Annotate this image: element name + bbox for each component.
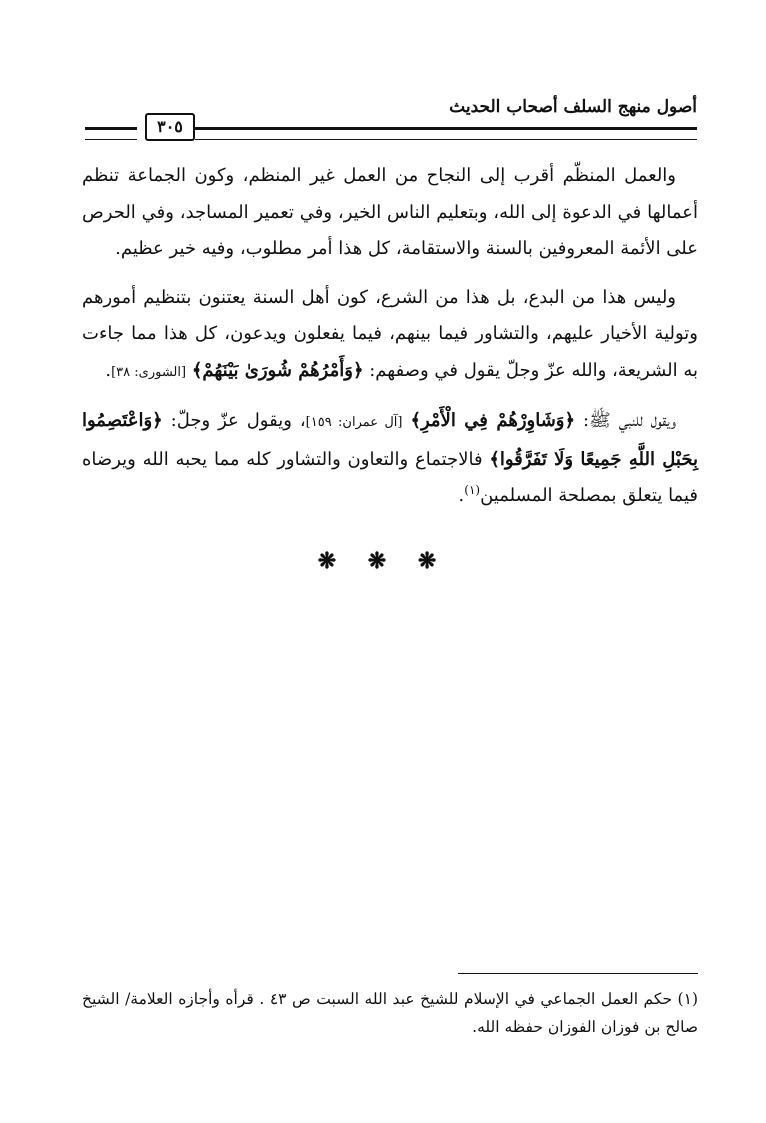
page-header	[85, 95, 697, 145]
paragraph-1	[82, 158, 698, 268]
paragraph-2-end: .	[105, 359, 112, 381]
paragraph-3-text: فالاجتماع والتعاون والتشاور كله مما يحبه الله ويرضاه فيما يتعلق بمصلحة المسلمين	[82, 448, 698, 506]
main-text	[82, 158, 698, 527]
verse-reference-shura: [الشورى: ٣٨]	[111, 364, 187, 380]
paragraph-3-end: .	[458, 485, 465, 506]
quran-verse-shura: ﴿وَأَمْرُهُمْ شُورَىٰ بَيْنَهُمْ﴾	[191, 359, 364, 381]
footnote: (١) حكم العمل الجماعي في الإسلام للشيخ عبد الله السبت ص ٤٣ . قرأه وأجازه العلامة/ الشيخ صالح بن فوزان الفوزان حفظه الله.	[82, 990, 698, 1036]
quran-verse-imran: ﴿وَشَاوِرْهُمْ فِي الْأَمْرِ﴾	[410, 410, 576, 431]
footnote-divider	[458, 973, 698, 974]
quran-verse-itisam: ﴿وَاعْتَصِمُوا بِحَبْلِ اللَّهِ جَمِيعًا وَلَا تَفَرَّقُوا﴾	[82, 410, 698, 470]
header-rule-short	[85, 127, 137, 140]
footnote-marker: (١)	[464, 483, 481, 497]
verse-reference-imran: [آل عمران: ١٥٩]	[305, 415, 403, 430]
running-title: أصول منهج السلف أصحاب الحديث	[449, 97, 697, 117]
paragraph-2	[82, 280, 698, 392]
paragraph-3-mid: ، ويقول عزّ وجلّ:	[162, 410, 306, 431]
paragraph-3	[82, 403, 698, 515]
page-number: ٣٠٥	[145, 113, 195, 141]
paragraph-2-text: وليس هذا من البدع، بل هذا من الشرع، كون أهل السنة يعتنون بتنظيم أمورهم وتولية الأخيار عليهم، والتشاور فيما بينهم، فيما يفعلون ويدعون، كل هذا مما جاءت به الشريعة، والله عزّ وجلّ يقول في وصفهم:	[82, 286, 698, 381]
paragraph-3-intro: ويقول للنبي ﷺ:	[575, 410, 676, 431]
paragraph-1-text: والعمل المنظّم أقرب إلى النجاح من العمل غير المنظم، وكون الجماعة تنظم أعمالها في الدعوة إلى الله، وبتعليم الناس الخير، وفي تعمير المساجد، وفي الحرص على الأئمة المعروفين بالسنة والاستقامة، كل هذا أمر مطلوب، وفيه خير عظيم.	[82, 165, 698, 259]
header-rule	[195, 127, 697, 140]
section-separator: ❋ ❋ ❋	[317, 548, 449, 574]
